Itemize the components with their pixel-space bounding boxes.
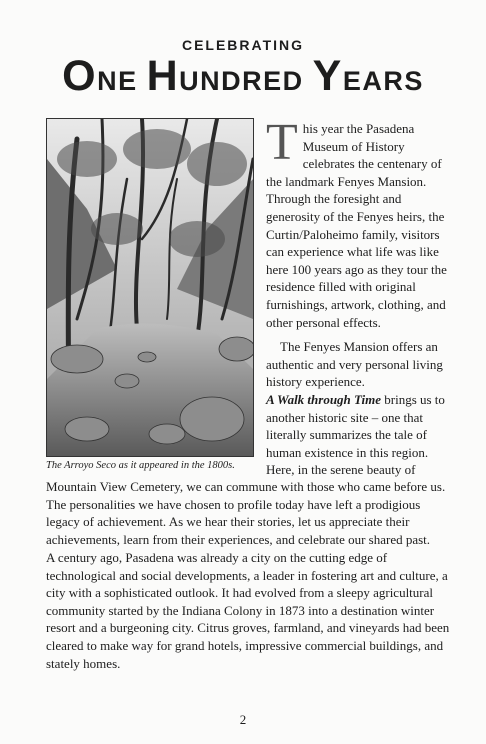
title-rest-3: EARS <box>342 66 424 96</box>
title-rest-2: UNDRED <box>179 66 313 96</box>
fenyes-paragraph: The Fenyes Mansion offers an authentic and very personal living history experience. <box>266 339 443 390</box>
intro-text: his year the Pasadena Museum of History celebrates the centenary of the landmark Fenyes Mansion. Through the foresight and generosity of the Fenyes heirs, the Curtin/Paloheimo family, visitors can experience what life was like here 100 years ago as they tour the residence filled with original furnishings, artwork, clothing, and other personal effects. <box>266 121 447 330</box>
intro-paragraph <box>266 114 456 331</box>
title-rest-1: NE <box>97 66 147 96</box>
photo-caption: The Arroyo Seco as it appeared in the 1800s. <box>46 460 235 471</box>
walk-text: brings us to another historic site – one that literally summarizes the tale of human existence in this region. Here, in the serene beauty of <box>266 391 445 478</box>
body-continued <box>46 478 454 548</box>
title-cap-2: H <box>146 52 180 100</box>
body-history <box>46 549 454 672</box>
walk-title: A Walk through Time <box>266 391 381 407</box>
intro-column <box>266 114 456 479</box>
cemetery-paragraph: Mountain View Cemetery, we can commune with those who came before us. The personalities we have chosen to profile today have left a prodigious legacy of achievement. As we hear their stories, let us appreciate their achievements, learn from their experiences, and celebrate our shared past. <box>46 479 446 547</box>
heading-kicker: CELEBRATING <box>181 37 305 53</box>
title-cap-1: O <box>62 52 98 100</box>
drop-cap: T <box>266 114 298 171</box>
title-cap-3: Y <box>312 52 343 100</box>
walk-paragraph <box>266 391 456 479</box>
arroyo-seco-photo <box>46 118 254 457</box>
page-number: 2 <box>239 712 247 727</box>
page-title <box>0 52 486 101</box>
century-paragraph: A century ago, Pasadena was already a city on the cutting edge of technological and social developments, a leader in fostering art and culture, a city with a sophisticated outlook. It had evolved from a sleepy agricultural community started by the Indiana Colony in 1873 into a destination winter resort and a burgeoning city. Citrus groves, farmland, and vineyards had been cleared to make way for grand hotels, impressive commercial buildings, and stately homes. <box>46 550 450 671</box>
